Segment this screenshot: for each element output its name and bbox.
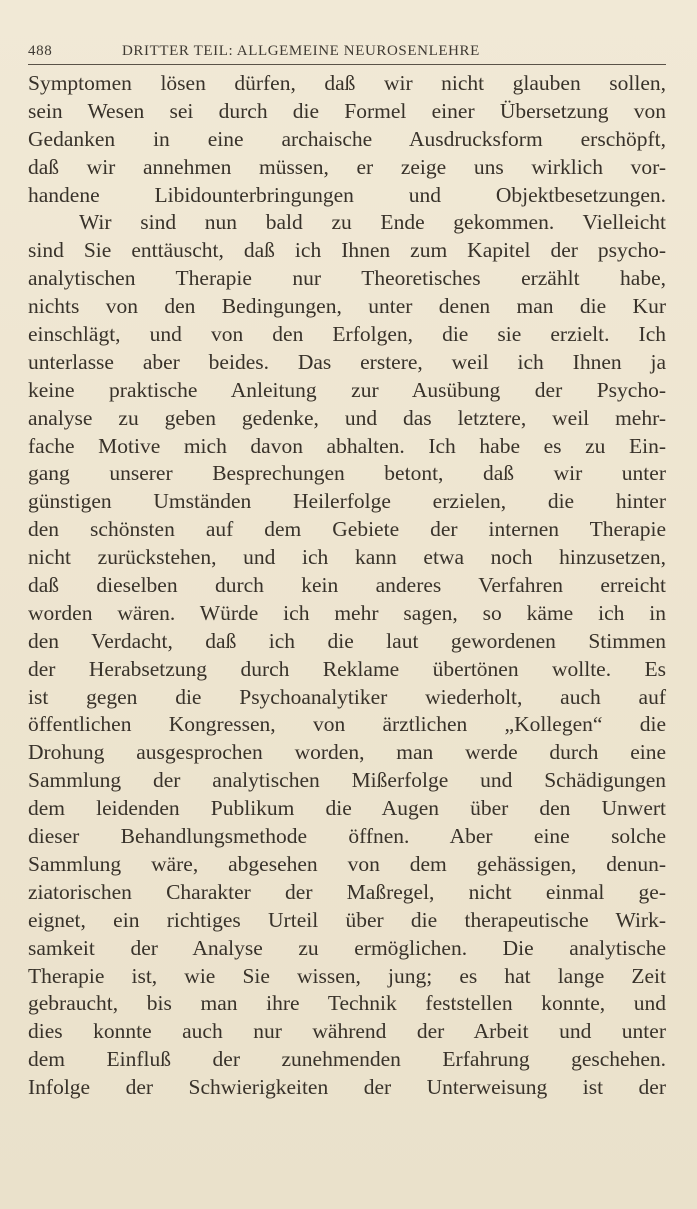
text-line: analytischen Therapie nur Theoretisches erzählt habe, [28, 266, 666, 291]
text-line: dem leidenden Publikum die Augen über den Unwert [28, 796, 666, 821]
text-line: Therapie ist, wie Sie wissen, jung; es hat lange Zeit [28, 963, 666, 988]
text-line: Symptomen lösen dürfen, daß wir nicht glauben sollen, [28, 71, 666, 95]
text-line: Gedanken in eine archaische Ausdrucksform erschöpft, [28, 126, 666, 151]
running-head-title: DRITTER TEIL: ALLGEMEINE NEUROSENLEHRE [122, 43, 480, 59]
text-line: Sammlung der analytischen Mißerfolge und Schädigungen [28, 768, 666, 793]
paragraph-first-line: Wir sind nun bald zu Ende gekommen. Vielleicht [79, 210, 666, 235]
text-line: worden wären. Würde ich mehr sagen, so käme ich in [28, 600, 666, 625]
text-line: günstigen Umständen Heilerfolge erzielen, die hinter [28, 489, 666, 514]
text-line: eignet, ein richtiges Urteil über die therapeutische Wirk- [28, 907, 666, 932]
text-line: daß wir annehmen müssen, er zeige uns wirklich vor- [28, 154, 666, 179]
text-line: der Herabsetzung durch Reklame übertönen wollte. Es [28, 656, 666, 681]
text-line: daß dieselben durch kein anderes Verfahren erreicht [28, 573, 666, 598]
text-line: nichts von den Bedingungen, unter denen man die Kur [28, 294, 666, 319]
text-line: dies konnte auch nur während der Arbeit und unter [28, 1019, 666, 1044]
text-line: öffentlichen Kongressen, von ärztlichen „Kollegen“ die [28, 712, 666, 737]
text-line: Sammlung wäre, abgesehen von dem gehässigen, denun- [28, 851, 666, 876]
text-line: den schönsten auf dem Gebiete der internen Therapie [28, 517, 666, 542]
text-line: dem Einfluß der zunehmenden Erfahrung geschehen. [28, 1047, 666, 1072]
text-line: sind Sie enttäuscht, daß ich Ihnen zum Kapitel der psycho- [28, 238, 666, 263]
text-line: den Verdacht, daß ich die laut gewordenen Stimmen [28, 628, 666, 653]
page-number: 488 [28, 43, 53, 59]
running-head [28, 38, 666, 65]
text-line: nicht zurückstehen, und ich kann etwa noch hinzusetzen, [28, 545, 666, 570]
text-line: keine praktische Anleitung zur Ausübung der Psycho- [28, 377, 666, 402]
text-line: gebraucht, bis man ihre Technik feststellen konnte, und [28, 991, 666, 1016]
text-line: Drohung ausgesprochen worden, man werde durch eine [28, 740, 666, 765]
text-line: handene Libidounterbringungen und Objektbesetzungen. [28, 182, 666, 207]
text-line: sein Wesen sei durch die Formel einer Übersetzung von [28, 98, 666, 123]
text-line: ist gegen die Psychoanalytiker wiederholt, auch auf [28, 684, 666, 709]
text-line: einschlägt, und von den Erfolgen, die sie erzielt. Ich [28, 322, 666, 347]
body-text [28, 70, 666, 1102]
text-line: Infolge der Schwierigkeiten der Unterweisung ist der [28, 1075, 666, 1100]
text-line: samkeit der Analyse zu ermöglichen. Die analytische [28, 935, 666, 960]
text-line: ziatorischen Charakter der Maßregel, nicht einmal ge- [28, 879, 666, 904]
text-line: dieser Behandlungsmethode öffnen. Aber eine solche [28, 824, 666, 849]
text-line: unterlasse aber beides. Das erstere, weil ich Ihnen ja [28, 349, 666, 374]
text-line: gang unserer Besprechungen betont, daß wir unter [28, 461, 666, 486]
text-line: analyse zu geben gedenke, und das letztere, weil mehr- [28, 405, 666, 430]
text-line: fache Motive mich davon abhalten. Ich habe es zu Ein- [28, 433, 666, 458]
